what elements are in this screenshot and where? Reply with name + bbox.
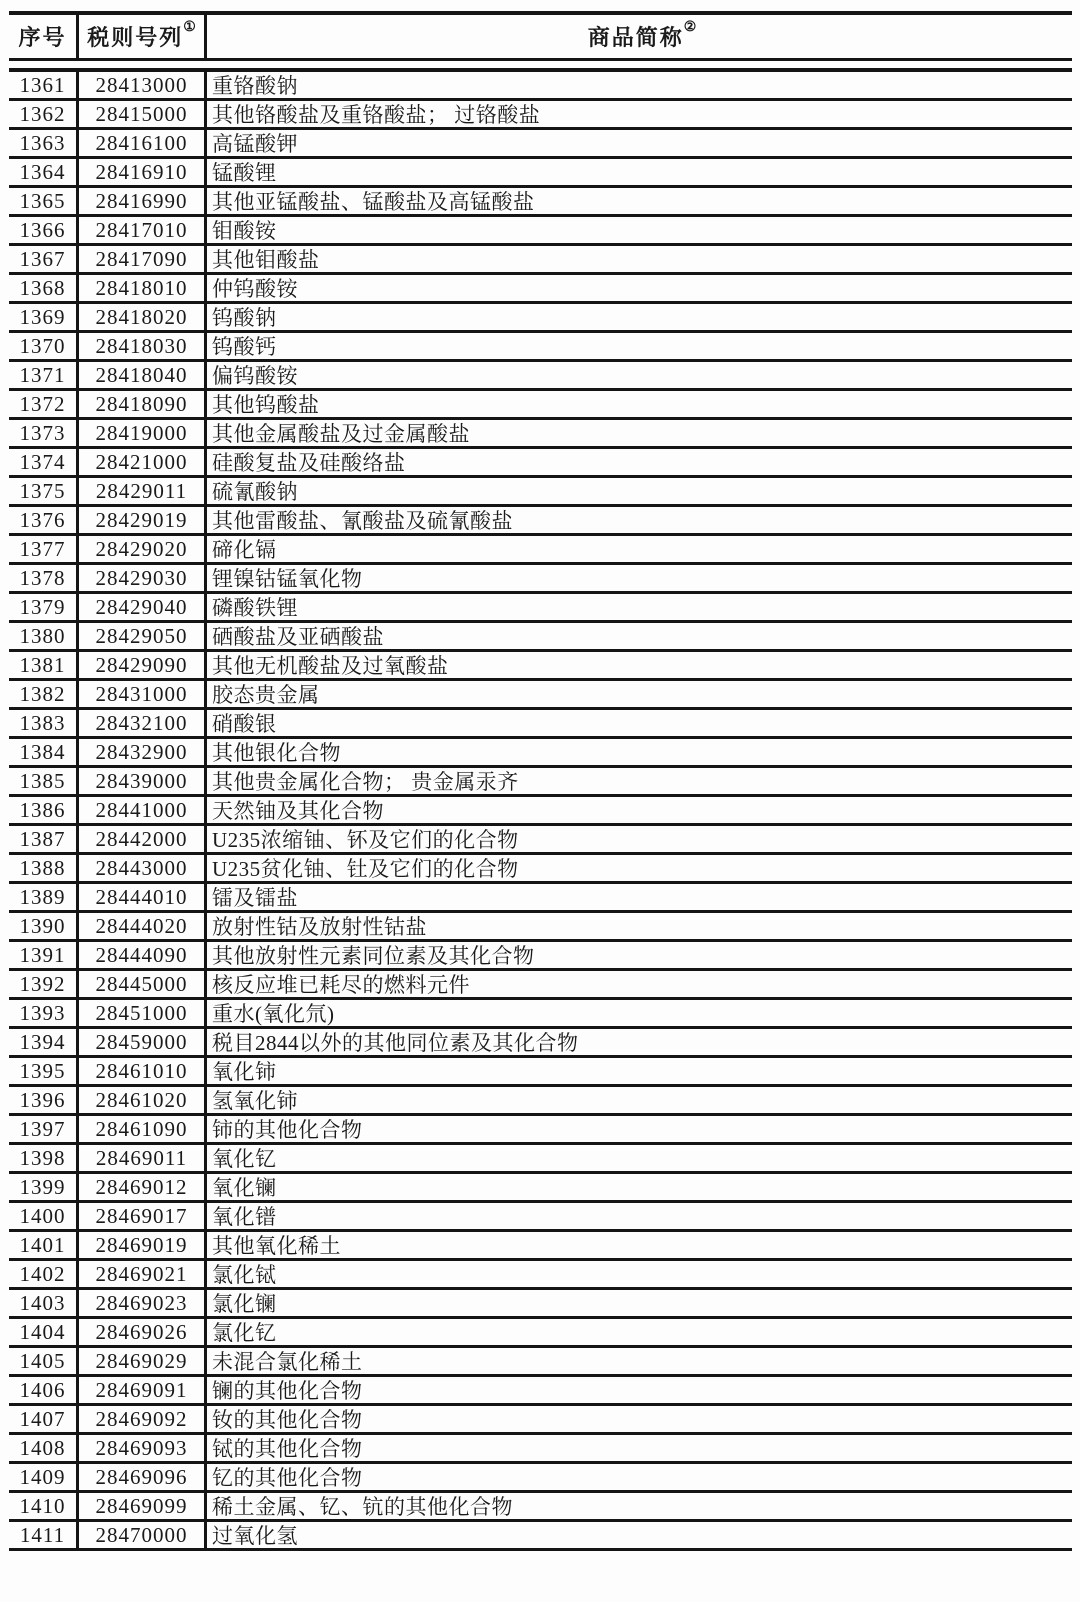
row-name: 氯化铽 bbox=[212, 1263, 277, 1287]
row-name: 氧化铈 bbox=[212, 1060, 277, 1084]
table-row bbox=[9, 420, 1072, 449]
row-seq: 1369 bbox=[9, 304, 79, 330]
row-name: U235浓缩铀、钚及它们的化合物 bbox=[212, 828, 519, 852]
row-code: 28431000 bbox=[79, 681, 207, 707]
table-row bbox=[9, 710, 1072, 739]
table-row bbox=[9, 1029, 1072, 1058]
table-row bbox=[9, 1377, 1072, 1406]
row-seq: 1383 bbox=[9, 710, 79, 736]
table-row bbox=[9, 1464, 1072, 1493]
row-name: 镧的其他化合物 bbox=[212, 1379, 363, 1403]
row-name: 其他贵金属化合物； 贵金属汞齐 bbox=[212, 770, 519, 794]
table-row bbox=[9, 1145, 1072, 1174]
row-code: 28461010 bbox=[79, 1058, 207, 1084]
table-row bbox=[9, 449, 1072, 478]
row-name: 放射性钴及放射性钴盐 bbox=[212, 915, 427, 939]
row-name: 其他钨酸盐 bbox=[212, 393, 320, 417]
row-name: 其他亚锰酸盐、锰酸盐及高锰酸盐 bbox=[212, 190, 535, 214]
table-row bbox=[9, 362, 1072, 391]
row-name: 重铬酸钠 bbox=[212, 74, 298, 98]
row-seq: 1387 bbox=[9, 826, 79, 852]
table-row bbox=[9, 478, 1072, 507]
table-row bbox=[9, 72, 1072, 101]
row-name: 其他氧化稀土 bbox=[212, 1234, 341, 1258]
row-seq: 1371 bbox=[9, 362, 79, 388]
table-row bbox=[9, 1174, 1072, 1203]
row-code: 28469021 bbox=[79, 1261, 207, 1287]
row-name: 锂镍钴锰氧化物 bbox=[212, 567, 363, 591]
row-code: 28442000 bbox=[79, 826, 207, 852]
row-code: 28418090 bbox=[79, 391, 207, 417]
row-code: 28469092 bbox=[79, 1406, 207, 1432]
row-name: U235贫化铀、钍及它们的化合物 bbox=[212, 857, 519, 881]
row-code: 28469091 bbox=[79, 1377, 207, 1403]
table-row bbox=[9, 826, 1072, 855]
table-row bbox=[9, 1203, 1072, 1232]
row-seq: 1408 bbox=[9, 1435, 79, 1461]
row-seq: 1390 bbox=[9, 913, 79, 939]
row-seq: 1398 bbox=[9, 1145, 79, 1171]
row-code: 28469012 bbox=[79, 1174, 207, 1200]
row-code: 28469096 bbox=[79, 1464, 207, 1490]
row-seq: 1366 bbox=[9, 217, 79, 243]
row-code: 28429090 bbox=[79, 652, 207, 678]
row-code: 28441000 bbox=[79, 797, 207, 823]
row-name: 钇的其他化合物 bbox=[212, 1466, 363, 1490]
row-name: 铽的其他化合物 bbox=[212, 1437, 363, 1461]
footnote-marker-2: ② bbox=[683, 20, 697, 35]
row-seq: 1385 bbox=[9, 768, 79, 794]
row-code: 28416990 bbox=[79, 188, 207, 214]
table-row bbox=[9, 739, 1072, 768]
row-code: 28469099 bbox=[79, 1493, 207, 1519]
row-name: 氯化镧 bbox=[212, 1292, 277, 1316]
row-code: 28461020 bbox=[79, 1087, 207, 1113]
row-seq: 1394 bbox=[9, 1029, 79, 1055]
column-header-name bbox=[207, 15, 1072, 58]
table-row bbox=[9, 1058, 1072, 1087]
row-seq: 1389 bbox=[9, 884, 79, 910]
row-seq: 1374 bbox=[9, 449, 79, 475]
row-seq: 1380 bbox=[9, 623, 79, 649]
row-name: 硫氰酸钠 bbox=[212, 480, 298, 504]
row-code: 28469093 bbox=[79, 1435, 207, 1461]
column-header-code bbox=[79, 15, 207, 58]
row-name: 核反应堆已耗尽的燃料元件 bbox=[212, 973, 470, 997]
table-row bbox=[9, 942, 1072, 971]
row-code: 28429030 bbox=[79, 565, 207, 591]
row-name: 胶态贵金属 bbox=[212, 683, 320, 707]
table-header-row bbox=[9, 15, 1072, 61]
table-row bbox=[9, 159, 1072, 188]
row-seq: 1396 bbox=[9, 1087, 79, 1113]
table-row bbox=[9, 768, 1072, 797]
row-code: 28419000 bbox=[79, 420, 207, 446]
row-seq: 1407 bbox=[9, 1406, 79, 1432]
tariff-table bbox=[9, 11, 1072, 1551]
table-row bbox=[9, 304, 1072, 333]
row-code: 28469011 bbox=[79, 1145, 207, 1171]
row-seq: 1395 bbox=[9, 1058, 79, 1084]
table-row bbox=[9, 1319, 1072, 1348]
row-seq: 1384 bbox=[9, 739, 79, 765]
column-header-seq bbox=[9, 15, 79, 58]
column-header-seq-label: 序号 bbox=[18, 25, 67, 50]
table-row bbox=[9, 1232, 1072, 1261]
row-code: 28418020 bbox=[79, 304, 207, 330]
table-row bbox=[9, 101, 1072, 130]
row-seq: 1401 bbox=[9, 1232, 79, 1258]
row-name: 其他金属酸盐及过金属酸盐 bbox=[212, 422, 470, 446]
row-name: 其他无机酸盐及过氧酸盐 bbox=[212, 654, 449, 678]
row-seq: 1404 bbox=[9, 1319, 79, 1345]
table-row bbox=[9, 275, 1072, 304]
row-code: 28429011 bbox=[79, 478, 207, 504]
row-name: 磷酸铁锂 bbox=[212, 596, 298, 620]
row-seq: 1370 bbox=[9, 333, 79, 359]
row-name: 钕的其他化合物 bbox=[212, 1408, 363, 1432]
row-code: 28417010 bbox=[79, 217, 207, 243]
table-row bbox=[9, 1522, 1072, 1551]
row-name: 高锰酸钾 bbox=[212, 132, 298, 156]
table-row bbox=[9, 652, 1072, 681]
row-seq: 1363 bbox=[9, 130, 79, 156]
row-code: 28421000 bbox=[79, 449, 207, 475]
table-row bbox=[9, 536, 1072, 565]
row-code: 28469023 bbox=[79, 1290, 207, 1316]
table-row bbox=[9, 1493, 1072, 1522]
row-code: 28429050 bbox=[79, 623, 207, 649]
row-name: 氢氧化铈 bbox=[212, 1089, 298, 1113]
row-seq: 1393 bbox=[9, 1000, 79, 1026]
row-name: 镭及镭盐 bbox=[212, 886, 298, 910]
row-code: 28451000 bbox=[79, 1000, 207, 1026]
table-row bbox=[9, 1087, 1072, 1116]
row-seq: 1365 bbox=[9, 188, 79, 214]
row-seq: 1375 bbox=[9, 478, 79, 504]
row-code: 28432100 bbox=[79, 710, 207, 736]
row-seq: 1402 bbox=[9, 1261, 79, 1287]
row-name: 氧化镨 bbox=[212, 1205, 277, 1229]
row-code: 28413000 bbox=[79, 72, 207, 98]
table-row bbox=[9, 855, 1072, 884]
row-code: 28418040 bbox=[79, 362, 207, 388]
table-row bbox=[9, 1348, 1072, 1377]
row-name: 氯化钇 bbox=[212, 1321, 277, 1345]
row-code: 28470000 bbox=[79, 1522, 207, 1548]
row-code: 28439000 bbox=[79, 768, 207, 794]
row-seq: 1411 bbox=[9, 1522, 79, 1548]
row-code: 28469029 bbox=[79, 1348, 207, 1374]
row-seq: 1405 bbox=[9, 1348, 79, 1374]
row-seq: 1410 bbox=[9, 1493, 79, 1519]
row-code: 28415000 bbox=[79, 101, 207, 127]
row-seq: 1377 bbox=[9, 536, 79, 562]
table-row bbox=[9, 217, 1072, 246]
row-name: 其他雷酸盐、氰酸盐及硫氰酸盐 bbox=[212, 509, 513, 533]
row-name: 过氧化氢 bbox=[212, 1524, 298, 1548]
row-seq: 1361 bbox=[9, 72, 79, 98]
row-seq: 1379 bbox=[9, 594, 79, 620]
table-row bbox=[9, 391, 1072, 420]
row-name: 税目2844以外的其他同位素及其化合物 bbox=[212, 1031, 579, 1055]
row-name: 其他银化合物 bbox=[212, 741, 341, 765]
table-row bbox=[9, 797, 1072, 826]
row-code: 28444090 bbox=[79, 942, 207, 968]
row-seq: 1403 bbox=[9, 1290, 79, 1316]
row-name: 重水(氧化氘) bbox=[212, 1002, 335, 1026]
row-code: 28429020 bbox=[79, 536, 207, 562]
table-row bbox=[9, 1116, 1072, 1145]
table-row bbox=[9, 507, 1072, 536]
row-name: 钨酸钠 bbox=[212, 306, 277, 330]
row-seq: 1409 bbox=[9, 1464, 79, 1490]
row-seq: 1388 bbox=[9, 855, 79, 881]
row-seq: 1368 bbox=[9, 275, 79, 301]
row-seq: 1373 bbox=[9, 420, 79, 446]
row-name: 铈的其他化合物 bbox=[212, 1118, 363, 1142]
table-row bbox=[9, 1000, 1072, 1029]
row-name: 硝酸银 bbox=[212, 712, 277, 736]
row-name: 天然铀及其化合物 bbox=[212, 799, 384, 823]
row-code: 28418030 bbox=[79, 333, 207, 359]
row-code: 28444020 bbox=[79, 913, 207, 939]
table-row bbox=[9, 333, 1072, 362]
row-name: 未混合氯化稀土 bbox=[212, 1350, 363, 1374]
row-seq: 1397 bbox=[9, 1116, 79, 1142]
row-seq: 1362 bbox=[9, 101, 79, 127]
row-code: 28445000 bbox=[79, 971, 207, 997]
table-row bbox=[9, 1261, 1072, 1290]
table-row bbox=[9, 1406, 1072, 1435]
row-code: 28469026 bbox=[79, 1319, 207, 1345]
row-code: 28443000 bbox=[79, 855, 207, 881]
row-seq: 1372 bbox=[9, 391, 79, 417]
row-name: 其他放射性元素同位素及其化合物 bbox=[212, 944, 535, 968]
column-header-name-label: 商品简称 bbox=[587, 25, 684, 50]
row-code: 28416910 bbox=[79, 159, 207, 185]
row-seq: 1400 bbox=[9, 1203, 79, 1229]
row-code: 28469017 bbox=[79, 1203, 207, 1229]
row-name: 氧化镧 bbox=[212, 1176, 277, 1200]
table-row bbox=[9, 1435, 1072, 1464]
table-row bbox=[9, 188, 1072, 217]
row-code: 28418010 bbox=[79, 275, 207, 301]
row-seq: 1364 bbox=[9, 159, 79, 185]
row-seq: 1367 bbox=[9, 246, 79, 272]
row-name: 仲钨酸铵 bbox=[212, 277, 298, 301]
footnote-marker-1: ① bbox=[183, 20, 196, 35]
table-row bbox=[9, 594, 1072, 623]
row-seq: 1378 bbox=[9, 565, 79, 591]
table-row bbox=[9, 623, 1072, 652]
row-seq: 1406 bbox=[9, 1377, 79, 1403]
row-code: 28444010 bbox=[79, 884, 207, 910]
row-name: 硅酸复盐及硅酸络盐 bbox=[212, 451, 406, 475]
table-row bbox=[9, 1290, 1072, 1319]
table-row bbox=[9, 913, 1072, 942]
row-name: 钨酸钙 bbox=[212, 335, 277, 359]
row-name: 碲化镉 bbox=[212, 538, 277, 562]
table-row bbox=[9, 884, 1072, 913]
table-row bbox=[9, 246, 1072, 275]
row-name: 氧化钇 bbox=[212, 1147, 277, 1171]
row-code: 28469019 bbox=[79, 1232, 207, 1258]
row-code: 28416100 bbox=[79, 130, 207, 156]
row-code: 28429040 bbox=[79, 594, 207, 620]
row-name: 稀土金属、钇、钪的其他化合物 bbox=[212, 1495, 513, 1519]
row-name: 其他钼酸盐 bbox=[212, 248, 320, 272]
row-seq: 1399 bbox=[9, 1174, 79, 1200]
column-header-code-label: 税则号列 bbox=[87, 25, 184, 50]
row-name: 其他铬酸盐及重铬酸盐； 过铬酸盐 bbox=[212, 103, 541, 127]
row-name: 偏钨酸铵 bbox=[212, 364, 298, 388]
row-seq: 1382 bbox=[9, 681, 79, 707]
row-code: 28461090 bbox=[79, 1116, 207, 1142]
row-name: 硒酸盐及亚硒酸盐 bbox=[212, 625, 384, 649]
row-seq: 1381 bbox=[9, 652, 79, 678]
row-name: 锰酸锂 bbox=[212, 161, 277, 185]
table-row bbox=[9, 681, 1072, 710]
row-seq: 1376 bbox=[9, 507, 79, 533]
row-code: 28432900 bbox=[79, 739, 207, 765]
row-seq: 1386 bbox=[9, 797, 79, 823]
row-seq: 1391 bbox=[9, 942, 79, 968]
table-body bbox=[9, 68, 1072, 1551]
table-row bbox=[9, 565, 1072, 594]
row-code: 28459000 bbox=[79, 1029, 207, 1055]
row-code: 28417090 bbox=[79, 246, 207, 272]
table-row bbox=[9, 971, 1072, 1000]
row-seq: 1392 bbox=[9, 971, 79, 997]
row-code: 28429019 bbox=[79, 507, 207, 533]
table-row bbox=[9, 130, 1072, 159]
row-name: 钼酸铵 bbox=[212, 219, 277, 243]
